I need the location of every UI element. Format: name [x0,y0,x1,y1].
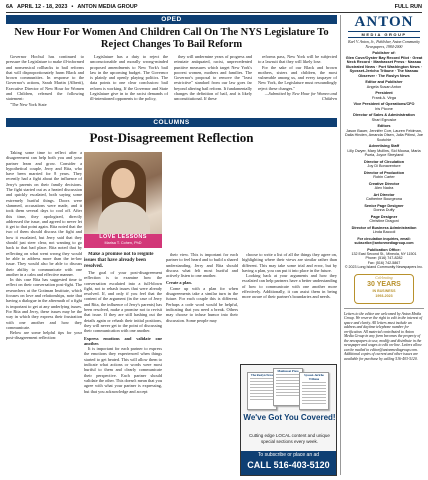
edition-label: FULL RUN [394,4,422,10]
oped-column-2: Legislature has a duty to reject the unconscionable and morally wrong-minded proposed amendments to New York's bail law in the upcoming budget. The Governor is plainly and openly playing politics. The data points to one clear conclusion: bail reform is working. If the Governor and State Legislature give in to the racist demands of ill-intentioned opponents to the policy, [90,54,168,102]
column-body-4: choose to write a list of all the things they agree on, highlighting where their views are similar rather than different. This may take some trial and error, but by having a plan, you can put it into place in the future. Looking back at your arguments and how they escalated can help partners have a better understanding of how to communicate with one another more effectively. Additionally, it can assist them in being more aware of their partner's boundaries and needs. [242,252,337,300]
oped-column-3: they will undermine years of progress and reinstate antiquated, racist, unprecedented punitive measures which target New York's poorest women, mothers and families. The Governor's proposal to remove the "least restrictive" standard from our law goes far beyond altering bail reform. It fundamentally changes the definition of bail, and is likely unconstitutional. If these [174,54,252,102]
paper-list: Glen Cove/Oyster Bay Record Pilot · Great Neck Record · Manhasset Press · Nassau Illustrated News · Port Washington News · Syosset-Jericho Tribune · The Nassau Observer · The Roslyn News [345,55,423,78]
copyright: © 2023 Long Island Community Newspapers Inc. [344,265,424,270]
ad-headline: We've Got You Covered! [243,413,336,422]
ad-phone: CALL 516-403-5120 [247,460,330,470]
subhead-promise: Make a promise not to reignite issues that have already been resolved. [84,252,154,269]
staff-list: Editor and Publisher Angela Susan Anton President Frank A. Virga Vice President of Operations/CFO Iris Picone Director of Sales & Administration Shari Egnoske Editors Jason Bauer, Jennifer Corr, Lauren Feldman, Dalia Hinden, Amanda Olsen, Julia Pitinsi, Joe Scotchie Advertising Staff Lilly Dwyer, Mary Mullins, Sid Moosa, Maria Pueia, Joyce Streyland Director of Circulation Joy Di Bonaventure Director of Production Robin Carter Creative Director Alex Nadra Art Director Catherine Bourgeona Senior Page Designer Donna Duffy Page Designer Christine Dragoni Director of Business Administration Linda Baccoli [344,80,424,235]
column-body-3: their view. This is important for each partner to feel heard and to build a shared understanding. Jerry and Rita should discuss what felt most hurtful and actively listen to one another. Create a plan. Come up with a plan for when disagreements take a similar turn in the future. For each couple this is different. Perhaps a code word would be helpful, indicating that you need a break. Others may choose to infuse humor into their discussion. Some people may [166,252,238,323]
subhead-plan: Create a plan. [166,280,192,286]
rail-divider [340,15,341,475]
subscription-ad[interactable] [240,364,337,476]
ad-call-to-action[interactable]: To subscribe or place an ad CALL 516-403-5120 [241,451,336,475]
subhead-express: Express emotions and validate one another. [84,335,162,346]
founder-credit: Karl V. Anton, Jr., Publisher, Anton Community Newspapers, 1984-2000 [348,40,420,49]
column-headline: Post-Disagreement Reflection [89,130,254,145]
oped-column-4: reforms pass, New York will be subjected to a lawsuit that they will likely lose. For the sake of our Black and brown mothers, sisters and children, the most vulnerable among us, and every taxpayer of New York, the Legislature must resoundingly reject these changes." —Submitted by New Hour for Women and Children [258,54,337,102]
oped-column-1: Governor Hochul has continued to pressure the Legislature to make ill-informed and nonsensical rollbacks to bail reforms that will disproportionately harm Black and brown communities. In response to the Governor's actions, Sarah Martin (Alberti), Executive Director of New Hour for Women and Children, released the following statement: "The New York State [6,54,84,107]
office-address: 132 East Second St., Mineola, NY 11501 [351,252,417,256]
letters-policy: Letters to the editor are welcomed by Anton Media Group. We reserve the right to edit in the interest of space and clarity. All letters must include an address and daytime telephone number for verification. All material contributed to Anton Media Group in any form becomes the property of the newspapers to use, modify and distribute in the newspaper and wages to edit on-line. Letters allow can be mailed to editor@antonmediagroup.com. Additional copies of current and other issues are available for purchase by calling 516-403-5120. [344,308,424,362]
page-number: 6A [6,4,14,10]
newspaper-stack-illustration: The Roslyn News Manhasset Press Syosset-Jericho Tribune [245,368,333,412]
office-phone: Phone: (516) 747-8282 [365,256,403,261]
oped-banner: OPED [6,15,337,24]
anton-logo-sub: MEDIA GROUP [348,31,420,38]
column-body-2: Make a promise not to reignite issues that have already been resolved. The goal of your post-disagreement reflection is to examine how the conversation escalated into a full-blown fight, not to rehash issues that were already resolved. If, and only if you feel that the content of the argument (in the case of Jerry and Rita, the influence of Jerry's parents) has been resolved, make a promise not to revisit that issue. If they are still hashing out the details again or rehash their initial positions, they will never get to the point of discussing their communication with one another. Express emotions and validate one another. It is important for each partner to express the emotions they experienced when things started to get heated. This will allow them to indicate what actions or words were most hurtful to them and clearly communicate their perspective. Each partner should validate the other. This doesn't mean that you agree with what your partner is expressing, but that you acknowledge and accept [84,252,162,394]
column-body-1: Taking some time to reflect after a disagreement can help both you and your partner learn and grow. Consider a hypothetical couple, Jerry and Rita, who have been married for 8 years. They recently had a fight about the influence of Jerry's parents on their family decisions. The fight started out as a heated discussion and quickly escalated, both saying some extremely hurtful things. Doors were slammed, accusations were made, and it took them several days to cool off. After this time, they apologized, directly addressed the issue, and agreed to never let it get to that point again. Rita noted that the two of them should discuss the fight and how it escalated, but Jerry said that they should just steer clear, not wanting to go back to that bad place. Rita noted that by reflecting on what went wrong they would be able to address more than the in-law issue. They would also be able to discuss their ability to communicate with one another in a calm and effective manner. In this case Rita has suggested time to reflect on their conversation post-fight. The researchers at the Gottman Institute, which focuses on love and relationships, note that having a dialogue in the aftermath of a fight is important to get at any underlying issues. For Rita and Jerry, these issues may be the way in which they express their frustration with one another and how they communicate. Below are some helpful tips for your post-disagreement reflection: [6,150,82,341]
oped-signature: —Submitted by New Hour for Women and Children [264,91,337,102]
anniversary-badge: Celebrating 30 YEARS IN BUSINESS 1993-2023 [354,274,414,304]
office-fax: Fax: (516) 742-5867 [367,260,401,265]
paper-name: ANTON MEDIA GROUP [77,4,138,10]
ad-tagline: Cutting edge LOCAL content and unique special sections every week. [249,433,330,444]
masthead-rail: ANTON MEDIA GROUP Karl V. Anton, Jr., Publisher, Anton Community Newspapers, 1984-2000 Publisher of: Glen Cove/Oyster Bay Record Pilot · Great Neck Record · Manhasset Press · Nassau Illustrated News · Port Washington News · Syosset-Jericho Tribune · The Nassau Observer · The Roslyn News Editor and Publisher Angela Susan Anton President Frank A. Virga Vice President of Operations/CFO Iris Picone Director of Sales & Administration Shari Egnoske Editors Jason Bauer, Jennifer Corr, Lauren Feldman, Dalia Hinden, Amanda Olsen, Julia Pitinsi, Joe Scotchie Advertising Staff Lilly Dwyer, Mary Mullins, Sid Moosa, Maria Pueia, Joyce Streyland Director of Circulation Joy Di Bonaventure Director of Production Robin Carter Creative Director Alex Nadra Art Director Catherine Bourgeona Senior Page Designer Donna Duffy Page Designer Christine Dragoni Director of Business Administration Linda Baccoli For circulation inquiries, email: subscribe@antonmediagroup.com Publication Office: 132 East Second St., Mineola, NY 11501 Phone: (516) 747-8282 Fax: (516) 742-5867 © 2023 Long Island Community Newspapers Inc. Celebrating 30 YEARS IN BUSINESS 1993-2023 Letters to the editor are welcomed by Anton Media Group. We reserve the right to edit in the interest of space and clarity. All letters must include an address and daytime telephone number for verification. All material contributed to Anton Media Group in any form becomes the property of the newspapers to use, modify and distribute in the newspaper and wages to edit on-line. Letters allow can be mailed to editor@antonmediagroup.com. Additional copies of current and other issues are available for purchase by calling 516-403-5120. [344,14,424,361]
page-folio: 6A APRIL 12 - 18, 2023 • ANTON MEDIA GROUP FULL RUN [6,3,422,13]
column-logo-caption: LOVE LESSONS Marisa T. Cohen, PhD [84,234,162,248]
columns-banner: COLUMNS [6,118,337,127]
circulation-note: For circulation inquiries, email: subscribe@antonmediagroup.com [354,236,414,246]
anton-logo: ANTON [354,14,414,30]
issue-date: APRIL 12 - 18, 2023 [17,4,68,10]
columnist-photo [84,152,162,248]
oped-headline: New Hour For Women And Children Call On The NYS Legislature To Reject Changes To Bail Reform [14,27,329,50]
